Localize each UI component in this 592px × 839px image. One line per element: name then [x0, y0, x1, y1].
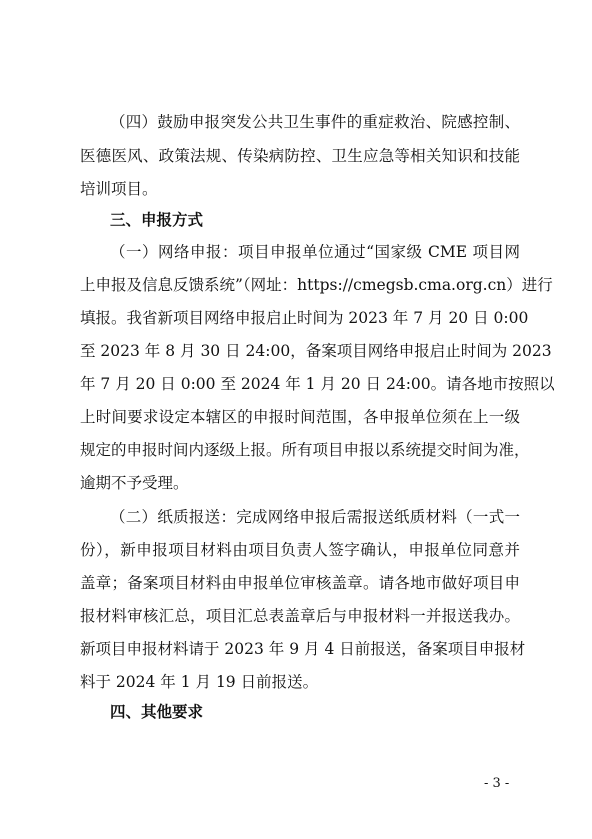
- paragraph-line: 逾期不予受理。: [80, 474, 189, 492]
- section-heading: 四、其他要求: [110, 703, 204, 721]
- paragraph-line: （二）纸质报送：完成网络申报后需报送纸质材料（一式一: [110, 508, 520, 526]
- paragraph-line: 盖章；备案项目材料由申报单位审核盖章。请各地市做好项目申: [80, 574, 520, 592]
- page-number: - 3 -: [484, 776, 510, 791]
- paragraph-line: 上申报及信息反馈系统”（网址：https://cmegsb.cma.org.cn）进行: [80, 276, 553, 294]
- paragraph-line: 规定的申报时间内逐级上报。所有项目申报以系统提交时间为准，: [80, 441, 530, 459]
- paragraph-line: 上时间要求设定本辖区的申报时间范围，各申报单位须在上一级: [80, 408, 520, 426]
- paragraph-line: 报材料审核汇总，项目汇总表盖章后与申报材料一并报送我办。: [80, 607, 520, 625]
- section-heading: 三、申报方式: [110, 211, 204, 229]
- paragraph-line: 至 2023 年 8 月 30 日 24:00，备案项目网络申报启止时间为 2023: [80, 342, 552, 360]
- paragraph-line: （四）鼓励申报突发公共卫生事件的重症救治、院感控制、: [110, 113, 520, 131]
- paragraph-line: 份），新申报项目材料由项目负责人签字确认，申报单位同意并: [80, 541, 520, 559]
- paragraph-line: 医德医风、政策法规、传染病防控、卫生应急等相关知识和技能: [80, 147, 520, 165]
- paragraph-line: 新项目申报材料请于 2023 年 9 月 4 日前报送，备案项目申报材: [80, 640, 526, 658]
- paragraph-line: 填报。我省新项目网络申报启止时间为 2023 年 7 月 20 日 0:00: [80, 309, 529, 327]
- paragraph-line: （一）网络申报：项目申报单位通过“国家级 CME 项目网: [110, 243, 520, 261]
- paragraph-line: 年 7 月 20 日 0:00 至 2024 年 1 月 20 日 24:00。请各地市按照以: [80, 375, 555, 393]
- paragraph-line: 料于 2024 年 1 月 19 日前报送。: [80, 673, 319, 691]
- paragraph-line: 培训项目。: [80, 180, 158, 198]
